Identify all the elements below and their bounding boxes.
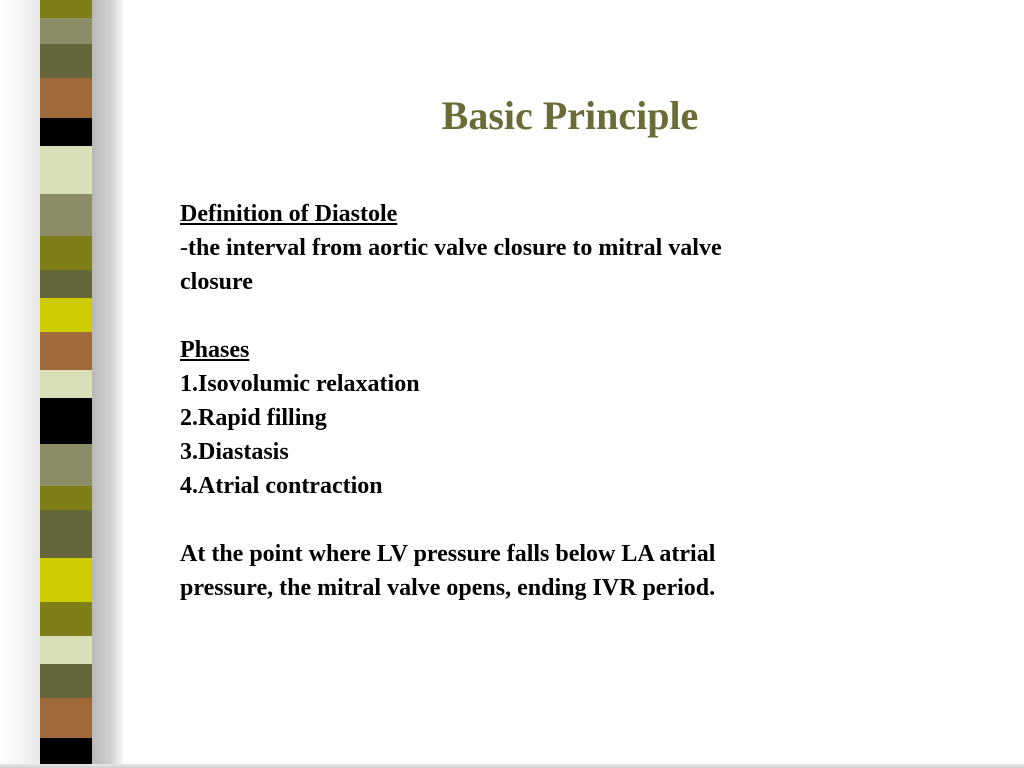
phase-item: 3.Diastasis	[180, 439, 289, 465]
conclusion-line-2: pressure, the mitral valve opens, ending IVR period.	[180, 575, 716, 601]
phase-item: 2.Rapid filling	[180, 405, 327, 431]
slide-title: Basic Principle	[441, 93, 699, 138]
phase-item: 1.Isovolumic relaxation	[180, 371, 420, 397]
conclusion-line-1: At the point where LV pressure falls below LA atrial	[180, 541, 716, 567]
decorative-stripe-bar	[0, 0, 125, 768]
definition-text-line-2: closure	[180, 269, 253, 295]
definition-text-line-1	[180, 231, 860, 265]
bottom-border	[0, 764, 1024, 768]
phases-heading: Phases	[180, 337, 250, 363]
definition-heading: Definition of Diastole	[180, 201, 398, 227]
phase-item: 4.Atrial contraction	[180, 473, 383, 499]
spacer	[180, 299, 860, 333]
definition-dash: -	[180, 235, 188, 261]
spacer	[180, 503, 860, 537]
stripe-blocks	[40, 0, 92, 768]
slide-body	[180, 197, 860, 605]
definition-text: the interval from aortic valve closure to mitral valve	[188, 235, 722, 261]
